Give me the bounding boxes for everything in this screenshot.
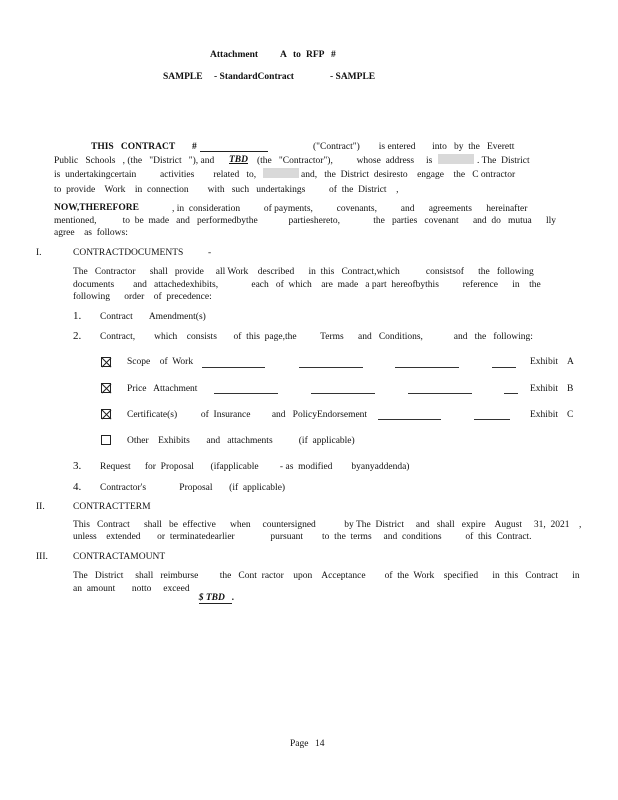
section-1-para-line-2: documents and attachedexhibits, each of which are made a part hereofbythis reference in the bbox=[73, 280, 541, 290]
certificate-insurance-checkbox[interactable] bbox=[101, 409, 111, 419]
intro-line-2a: Public Schools , (the "District "), and bbox=[54, 156, 215, 166]
sample-right: - SAMPLE bbox=[330, 72, 376, 82]
attachment-label: Attachment bbox=[210, 50, 259, 60]
exhibit-row-3-line-2 bbox=[474, 419, 510, 420]
section-2-para-line-1: This Contract shall be effective when countersigned by The District and shall expire August 31, 2021 , bbox=[73, 520, 582, 530]
exhibit-row-1-exhibit-word: Exhibit bbox=[530, 357, 558, 367]
exhibit-row-2-line-1 bbox=[214, 393, 278, 394]
page-label: Page bbox=[290, 739, 309, 749]
item-1-text: Contract Amendment(s) bbox=[100, 312, 206, 322]
page-number: 14 bbox=[315, 739, 325, 749]
attachment-letter: A bbox=[280, 50, 287, 60]
intro-line-2b: (the "Contractor"), whose address is bbox=[257, 156, 433, 166]
rfp-hash: # bbox=[331, 50, 336, 60]
now-line-1: , in consideration of payments, covenants, and agreements hereinafter bbox=[172, 204, 528, 214]
to-word: to bbox=[293, 50, 301, 60]
intro-line-3a: is undertakingcertain activities related to, bbox=[54, 170, 257, 180]
contract-amount-value: $ TBD . bbox=[198, 593, 235, 603]
exhibit-row-1-line-3 bbox=[395, 367, 459, 368]
now-line-3: agree as follows: bbox=[54, 228, 128, 238]
this-contract-label: THIS CONTRACT bbox=[91, 142, 176, 152]
exhibit-row-3-exhibit-word: Exhibit bbox=[530, 410, 558, 420]
section-1-title: CONTRACTDOCUMENTS bbox=[73, 248, 184, 258]
exhibit-row-2-line-4 bbox=[504, 393, 518, 394]
section-1-para-line-3: following order of precedence: bbox=[73, 292, 212, 302]
section-2-para-line-2: unless extended or terminatedearlier pursuant to the terms and conditions of this Contract. bbox=[73, 532, 532, 542]
item-4-text: Contractor's Proposal (if applicable) bbox=[100, 483, 286, 493]
item-3-number: 3. bbox=[73, 460, 82, 472]
contract-amount-text: $ TBD bbox=[198, 593, 225, 603]
rfp-label: RFP bbox=[306, 50, 325, 60]
section-2-number: II. bbox=[36, 502, 45, 512]
item-2-number: 2. bbox=[73, 330, 82, 342]
exhibit-row-1-line-4 bbox=[492, 367, 516, 368]
contract-number-blank bbox=[200, 142, 268, 155]
item-2-text: Contract, which consists of this page,the Terms and Conditions, and the following: bbox=[100, 332, 533, 342]
now-line-2: mentioned, to be made and performedbythe partieshereto, the parties covenant and do mutua lly bbox=[54, 216, 557, 226]
price-attachment-checkbox[interactable] bbox=[101, 383, 111, 393]
sample-left: SAMPLE bbox=[163, 72, 203, 82]
exhibit-row-3-line-1 bbox=[378, 419, 441, 420]
exhibit-row-1-line-2 bbox=[299, 367, 363, 368]
exhibit-row-2-line-2 bbox=[311, 393, 375, 394]
exhibit-row-2-letter: B bbox=[567, 384, 574, 394]
item-3-text: Request for Proposal (ifapplicable - as modified byanyaddenda) bbox=[100, 462, 410, 472]
exhibit-row-1-label: Scope of Work bbox=[127, 357, 194, 367]
other-exhibits-checkbox[interactable] bbox=[101, 435, 111, 445]
section-3-para-line-1: The District shall reimburse the Cont ractor upon Acceptance of the Work specified in this Contract in bbox=[73, 571, 580, 581]
exhibit-row-4-label: Other Exhibits and attachments (if applicable) bbox=[127, 436, 355, 446]
section-2-title: CONTRACTTERM bbox=[73, 502, 151, 512]
section-3-title: CONTRACTAMOUNT bbox=[73, 552, 166, 562]
intro-line-3b: and, the District desiresto engage the C ontractor bbox=[301, 170, 516, 180]
exhibit-row-1-line-1 bbox=[202, 367, 265, 368]
contractor-tbd: TBD bbox=[229, 155, 248, 165]
contract-hash: # bbox=[192, 142, 197, 152]
address-field bbox=[438, 154, 474, 164]
section-1-dash: - bbox=[208, 248, 212, 258]
section-1-number: I. bbox=[36, 248, 42, 258]
exhibit-row-2-line-3 bbox=[408, 393, 472, 394]
scope-of-work-checkbox[interactable] bbox=[101, 357, 111, 367]
now-therefore-label: NOW,THEREFORE bbox=[54, 203, 139, 213]
standard-contract-title: - StandardContract bbox=[214, 72, 294, 82]
exhibit-row-2-label: Price Attachment bbox=[127, 384, 198, 394]
intro-line-2c: . The District bbox=[477, 156, 530, 166]
section-3-number: III. bbox=[36, 552, 48, 562]
exhibit-row-3-letter: C bbox=[567, 410, 574, 420]
intro-line-4: to provide Work in connection with such undertakings of the District , bbox=[54, 185, 399, 195]
section-1-para-line-1: The Contractor shall provide all Work described in this Contract,which consistsof the following bbox=[73, 267, 534, 277]
exhibit-row-2-exhibit-word: Exhibit bbox=[530, 384, 558, 394]
item-4-number: 4. bbox=[73, 481, 82, 493]
section-3-para-line-2: an amount notto exceed bbox=[73, 584, 190, 594]
item-1-number: 1. bbox=[73, 310, 82, 322]
exhibit-row-1-letter: A bbox=[567, 357, 574, 367]
undertaking-field bbox=[263, 168, 299, 178]
intro-line-1: ("Contract") is entered into by the Everett bbox=[313, 142, 515, 152]
exhibit-row-3-label: Certificate(s) of Insurance and PolicyEndorsement bbox=[127, 410, 368, 420]
